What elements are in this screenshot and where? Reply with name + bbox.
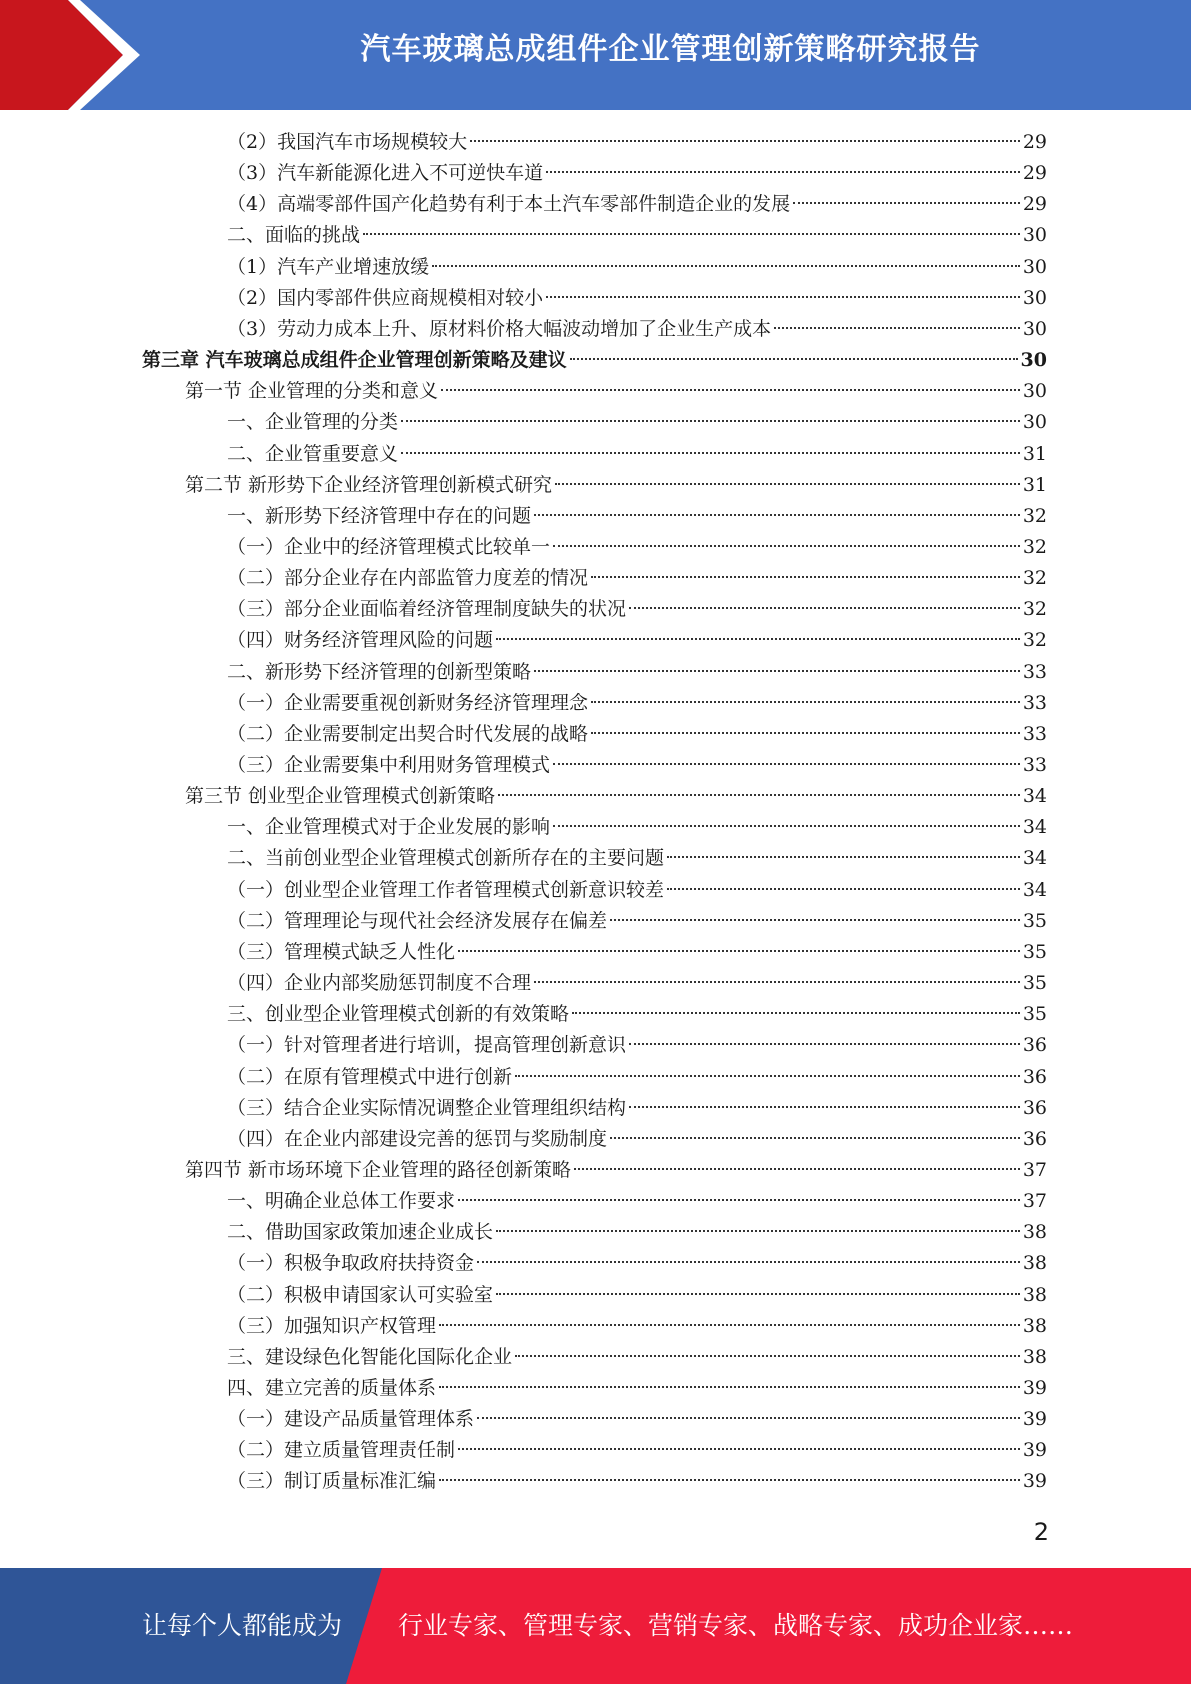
toc-entry-title: （二）部分企业存在内部监管力度差的情况	[227, 567, 589, 590]
toc-entry[interactable]	[227, 719, 1047, 750]
toc-dot-leader	[591, 576, 1020, 578]
toc-entry-page: 32	[1022, 629, 1047, 652]
toc-entry-title: 二、面临的挑战	[227, 224, 361, 247]
toc-entry-title: （三）加强知识产权管理	[227, 1314, 437, 1337]
toc-dot-leader	[546, 171, 1020, 173]
page-number: 2	[1033, 1518, 1049, 1546]
toc-entry-page: 36	[1022, 1096, 1047, 1119]
toc-dot-leader	[629, 1106, 1020, 1108]
footer-slogan-right: 行业专家、管理专家、营销专家、战略专家、成功企业家……	[398, 1611, 1074, 1640]
toc-entry-page: 35	[1022, 940, 1047, 963]
toc-entry-page: 34	[1022, 816, 1047, 839]
toc-entry[interactable]	[227, 189, 1047, 220]
toc-entry-title: 第三章 汽车玻璃总成组件企业管理创新策略及建议	[142, 349, 567, 372]
toc-entry[interactable]	[227, 220, 1047, 251]
toc-entry[interactable]	[227, 843, 1047, 874]
toc-entry[interactable]	[227, 127, 1047, 158]
toc-entry-page: 39	[1022, 1439, 1047, 1462]
toc-entry[interactable]	[227, 750, 1047, 781]
toc-dot-leader	[553, 545, 1020, 547]
toc-entry[interactable]	[227, 1466, 1047, 1497]
toc-entry-title: 第四节 新市场环境下企业管理的路径创新策略	[185, 1158, 572, 1181]
toc-entry-title: （2）我国汽车市场规模较大	[227, 131, 468, 153]
toc-entry-title: 二、新形势下经济管理的创新型策略	[227, 660, 532, 683]
toc-entry[interactable]	[227, 937, 1047, 968]
toc-entry-title: （三）部分企业面临着经济管理制度缺失的状况	[227, 598, 627, 621]
toc-dot-leader	[629, 1043, 1020, 1045]
toc-entry-page: 38	[1022, 1252, 1047, 1275]
toc-entry-page: 29	[1022, 193, 1047, 216]
toc-entry[interactable]	[227, 875, 1047, 906]
toc-dot-leader	[629, 607, 1020, 609]
toc-dot-leader	[610, 919, 1020, 921]
toc-dot-leader	[441, 389, 1020, 391]
toc-entry-title: 二、当前创业型企业管理模式创新所存在的主要问题	[227, 847, 665, 870]
toc-entry[interactable]	[227, 968, 1047, 999]
toc-entry-page: 39	[1022, 1408, 1047, 1431]
toc-entry[interactable]	[227, 1311, 1047, 1342]
toc-entry-title: 一、企业管理的分类	[227, 411, 399, 434]
document-title: 汽车玻璃总成组件企业管理创新策略研究报告	[360, 32, 981, 67]
toc-entry-title: （一）企业需要重视创新财务经济管理理念	[227, 691, 589, 714]
toc-entry-title: （一）创业型企业管理工作者管理模式创新意识较差	[227, 878, 665, 901]
toc-dot-leader	[534, 981, 1020, 983]
toc-entry[interactable]	[227, 999, 1047, 1030]
toc-entry-page: 34	[1022, 847, 1047, 870]
toc-entry-page: 36	[1022, 1127, 1047, 1150]
toc-entry[interactable]	[227, 1373, 1047, 1404]
toc-entry-page: 30	[1020, 349, 1047, 372]
toc-entry-title: （二）管理理论与现代社会经济发展存在偏差	[227, 909, 608, 932]
toc-entry[interactable]	[227, 1217, 1047, 1248]
toc-dot-leader	[363, 233, 1020, 235]
toc-entry-title: （一）针对管理者进行培训，提高管理创新意识	[227, 1034, 627, 1057]
toc-entry-title: （二）积极申请国家认可实验室	[227, 1283, 494, 1306]
toc-entry-title: （二）建立质量管理责任制	[227, 1439, 456, 1462]
toc-entry-title: 二、借助国家政策加速企业成长	[227, 1221, 494, 1244]
toc-entry-title: 一、新形势下经济管理中存在的问题	[227, 504, 532, 527]
toc-dot-leader	[496, 1230, 1020, 1232]
toc-entry[interactable]	[227, 594, 1047, 625]
toc-entry-page: 34	[1022, 785, 1047, 808]
toc-entry[interactable]	[227, 252, 1047, 283]
footer-slogan-left: 让每个人都能成为	[142, 1611, 343, 1640]
toc-entry-page: 29	[1022, 131, 1047, 153]
toc-dot-leader	[553, 763, 1020, 765]
toc-entry[interactable]	[227, 906, 1047, 937]
toc-dot-leader	[458, 950, 1020, 952]
toc-entry[interactable]	[227, 1030, 1047, 1061]
toc-entry-title: 三、创业型企业管理模式创新的有效策略	[227, 1003, 570, 1026]
toc-entry-page: 31	[1022, 442, 1047, 465]
toc-entry-title: （三）企业需要集中利用财务管理模式	[227, 754, 551, 776]
toc-dot-leader	[667, 856, 1020, 858]
toc-entry-page: 30	[1022, 411, 1047, 434]
toc-dot-leader	[572, 1012, 1020, 1014]
toc-entry-page: 32	[1022, 535, 1047, 558]
toc-entry-page: 38	[1022, 1283, 1047, 1306]
toc-entry-title: （二）在原有管理模式中进行创新	[227, 1065, 513, 1088]
toc-entry-page: 36	[1022, 1065, 1047, 1088]
toc-entry-title: （三）结合企业实际情况调整企业管理组织结构	[227, 1096, 627, 1119]
toc-entry-title: 第二节 新形势下企业经济管理创新模式研究	[185, 473, 553, 496]
toc-dot-leader	[401, 420, 1020, 422]
toc-dot-leader	[439, 1386, 1020, 1388]
toc-entry-page: 37	[1022, 1190, 1047, 1213]
toc-entry-page: 32	[1022, 504, 1047, 527]
toc-entry[interactable]	[227, 625, 1047, 656]
toc-entry-page: 33	[1022, 754, 1047, 776]
toc-dot-leader	[498, 794, 1020, 796]
toc-entry-page: 29	[1022, 162, 1047, 185]
toc-entry[interactable]	[227, 439, 1047, 470]
toc-dot-leader	[574, 1168, 1020, 1170]
toc-dot-leader	[667, 888, 1020, 890]
toc-entry-title: 一、明确企业总体工作要求	[227, 1190, 456, 1213]
toc-entry[interactable]	[227, 1435, 1047, 1466]
toc-entry[interactable]	[227, 812, 1047, 843]
toc-dot-leader	[793, 202, 1020, 204]
toc-dot-leader	[610, 1137, 1020, 1139]
toc-entry[interactable]	[227, 158, 1047, 189]
toc-entry-page: 33	[1022, 722, 1047, 745]
toc-entry[interactable]	[185, 470, 1047, 501]
toc-entry[interactable]	[227, 1404, 1047, 1435]
toc-entry[interactable]	[227, 688, 1047, 719]
toc-entry-page: 33	[1022, 660, 1047, 683]
toc-dot-leader	[458, 1448, 1020, 1450]
toc-dot-leader	[477, 1417, 1020, 1419]
toc-dot-leader	[496, 638, 1020, 640]
toc-entry-title: （三）制订质量标准汇编	[227, 1470, 437, 1493]
toc-entry[interactable]	[227, 1062, 1047, 1093]
toc-entry[interactable]	[227, 1093, 1047, 1124]
toc-entry[interactable]	[227, 283, 1047, 314]
page-footer	[0, 1568, 1191, 1684]
toc-entry-page: 38	[1022, 1314, 1047, 1337]
toc-entry-page: 30	[1022, 380, 1047, 403]
toc-entry-page: 36	[1022, 1034, 1047, 1057]
toc-entry[interactable]	[227, 532, 1047, 563]
toc-entry[interactable]	[227, 1124, 1047, 1155]
toc-dot-leader	[591, 701, 1020, 703]
toc-dot-leader	[477, 1261, 1020, 1263]
toc-entry-title: 第一节 企业管理的分类和意义	[185, 380, 439, 403]
toc-entry-page: 30	[1022, 255, 1047, 278]
toc-dot-leader	[401, 452, 1020, 454]
toc-entry-title: （四）企业内部奖励惩罚制度不合理	[227, 972, 532, 995]
toc-entry-page: 30	[1022, 286, 1047, 309]
toc-dot-leader	[432, 265, 1020, 267]
toc-entry-page: 38	[1022, 1345, 1047, 1368]
toc-entry-title: （一）企业中的经济管理模式比较单一	[227, 535, 551, 558]
toc-dot-leader	[555, 483, 1020, 485]
toc-entry[interactable]	[227, 1248, 1047, 1279]
toc-entry[interactable]	[185, 376, 1047, 407]
toc-entry-title: （四）财务经济管理风险的问题	[227, 629, 494, 652]
toc-dot-leader	[515, 1075, 1020, 1077]
toc-dot-leader	[439, 1479, 1020, 1481]
toc-entry[interactable]	[227, 314, 1047, 345]
toc-entry[interactable]	[227, 563, 1047, 594]
toc-dot-leader	[546, 296, 1020, 298]
toc-entry-title: 二、企业管重要意义	[227, 442, 399, 465]
toc-entry-page: 37	[1022, 1158, 1047, 1181]
toc-entry-page: 33	[1022, 691, 1047, 714]
toc-entry[interactable]	[227, 657, 1047, 688]
toc-entry-page: 38	[1022, 1221, 1047, 1244]
toc-dot-leader	[774, 327, 1020, 329]
toc-entry-page: 30	[1022, 224, 1047, 247]
toc-dot-leader	[470, 140, 1020, 142]
toc-entry[interactable]	[227, 501, 1047, 532]
page-header	[0, 0, 1191, 110]
toc-dot-leader	[570, 358, 1018, 360]
toc-entry-title: （2）国内零部件供应商规模相对较小	[227, 286, 544, 309]
toc-entry-page: 35	[1022, 972, 1047, 995]
toc-entry-page: 32	[1022, 598, 1047, 621]
toc-dot-leader	[534, 514, 1020, 516]
toc-dot-leader	[591, 732, 1020, 734]
header-chevron-decoration	[0, 0, 160, 110]
toc-entry-title: （3）汽车新能源化进入不可逆快车道	[227, 162, 544, 185]
toc-entry[interactable]	[227, 1186, 1047, 1217]
toc-entry-page: 35	[1022, 909, 1047, 932]
toc-entry[interactable]	[227, 1342, 1047, 1373]
toc-dot-leader	[496, 1293, 1020, 1295]
toc-entry[interactable]	[142, 345, 1047, 376]
toc-dot-leader	[458, 1199, 1020, 1201]
toc-entry-title: （4）高端零部件国产化趋势有利于本土汽车零部件制造企业的发展	[227, 193, 791, 216]
toc-dot-leader	[515, 1355, 1020, 1357]
toc-entry-title: 四、建立完善的质量体系	[227, 1377, 437, 1399]
toc-entry-title: （1）汽车产业增速放缓	[227, 255, 430, 278]
toc-entry-page: 35	[1022, 1003, 1047, 1026]
toc-entry-page: 39	[1022, 1470, 1047, 1493]
toc-entry-title: （二）企业需要制定出契合时代发展的战略	[227, 722, 589, 745]
toc-entry-title: （一）积极争取政府扶持资金	[227, 1252, 475, 1275]
toc-entry-title: （一）建设产品质量管理体系	[227, 1408, 475, 1431]
toc-dot-leader	[534, 670, 1020, 672]
toc-entry[interactable]	[185, 1155, 1047, 1186]
toc-entry-page: 30	[1022, 317, 1047, 340]
toc-dot-leader	[439, 1324, 1020, 1326]
toc-entry-page: 39	[1022, 1377, 1047, 1399]
toc-dot-leader	[553, 825, 1020, 827]
toc-entry-title: （四）在企业内部建设完善的惩罚与奖励制度	[227, 1127, 608, 1150]
toc-entry-page: 34	[1022, 878, 1047, 901]
toc-entry-title: 三、建设绿色化智能化国际化企业	[227, 1345, 513, 1368]
toc-entry-title: （3）劳动力成本上升、原材料价格大幅波动增加了企业生产成本	[227, 317, 772, 340]
toc-entry[interactable]	[227, 1280, 1047, 1311]
toc-entry-page: 32	[1022, 567, 1047, 590]
toc-entry-page: 31	[1022, 473, 1047, 496]
toc-entry[interactable]	[185, 781, 1047, 812]
toc-entry-title: 一、企业管理模式对于企业发展的影响	[227, 816, 551, 839]
toc-entry-title: （三）管理模式缺乏人性化	[227, 940, 456, 963]
toc-entry[interactable]	[227, 407, 1047, 438]
toc-entry-title: 第三节 创业型企业管理模式创新策略	[185, 785, 496, 808]
